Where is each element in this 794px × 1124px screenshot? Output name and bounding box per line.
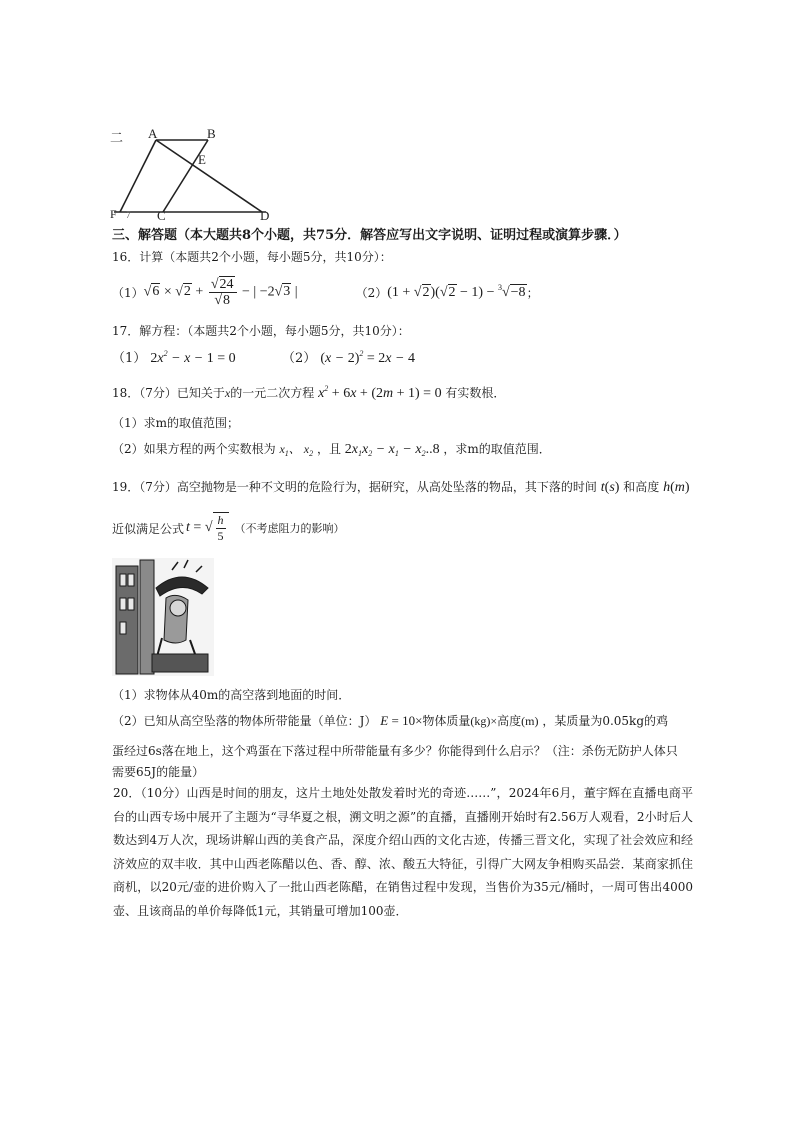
q16-part1-label: （1）	[112, 285, 144, 300]
label-7: 7	[126, 210, 131, 220]
q17-eq1: $2x^2 - x - 1 = 0$	[150, 349, 236, 366]
q19-part2-line1: （2）已知从高空坠落的物体所带能量（单位：J） E = 10×物体质量(kg)×高度(m) ，某质量为0.05kg的鸡	[112, 713, 669, 728]
q19-line1: 19．（7分）高空抛物是一种不文明的危险行为，据研究，从高处坠落的物品，其下落的时间 t(s) 和高度 h(m)	[112, 480, 690, 495]
label-C: C	[157, 208, 166, 220]
label-F: F	[110, 207, 117, 220]
section-title: 三、解答题（本大题共8个小题，共75分．解答应写出文字说明、证明过程或演算步骤．）	[112, 228, 627, 243]
q18-part2: （2）如果方程的两个实数根为 $x_1$、 $x_2$ ，且 $2x_1x_2 - x_1 - x_2..8$ ，求m的取值范围．	[112, 442, 551, 458]
q17-equations	[112, 347, 415, 367]
q16-header: 16．计算（本题共2个小题，每小题5分，共10分）：	[112, 250, 392, 264]
q16-part2-label: （2）	[355, 285, 388, 300]
label-D: D	[260, 208, 270, 220]
q19-part2-line3: 需要65J的能量）	[112, 765, 205, 779]
geometry-figure	[110, 128, 280, 220]
q16-expr1: √6 × √2 + $\frac{√24}{√8}$ − | −2√3 |	[143, 276, 298, 308]
q19-line2: 近似满足公式 t = √ $\frac{h}{5}$ （不考虑阻力的影响）	[112, 513, 345, 543]
q17-header: 17．解方程：（本题共2个小题，每小题5分，共10分）：	[112, 324, 410, 338]
q19-part1: （1）求物体从40m的高空落到地面的时间．	[112, 688, 351, 702]
q17-part2-label: （2）	[281, 351, 317, 366]
q18-header: 18．（7分）已知关于x的一元二次方程 $x^2 + 6x + (2m + 1) = 0$ 有实数根．	[112, 384, 506, 401]
q18-part1: （1）求m的取值范围；	[112, 416, 240, 430]
q20-paragraph: 20．（10分）山西是时间的朋友，这片土地处处散发着时光的奇迹……”，2024年6月，董宇辉在直播电商平台的山西专场中展开了主题为“寻华夏之根，溯文明之源”的直播，直播刚开始时有2.56万人观看，2小时后人数达到4万人次，现场讲解山西的美食产品，深度介绍山西的文化古迹，传播三晋文化，实现了社会效应和经济效应的双丰收．其中山西老陈醋以色、香、醇、浓、酸五大特征，引得广大网友争相购买品尝．某商家抓住商机，以20元/壶的进价购入了一批山西老陈醋，在销售过程中发现，当售价为35元/桶时，一周可售出4000壶、且该商品的单价每降低1元，其销量可增加100壶．	[113, 786, 693, 918]
falling-object-illustration	[112, 558, 214, 676]
label-A: A	[148, 128, 158, 141]
label-dash: 二	[110, 131, 124, 146]
q16-tail: ；	[526, 285, 539, 300]
label-B: B	[207, 128, 216, 141]
q17-eq2: $(x - 2)^2 = 2x - 4$	[320, 349, 415, 366]
q16-expressions	[112, 272, 539, 312]
q16-expr2: (1 + √2)(√2 − 1) − $^3$√−8	[387, 283, 526, 300]
q17-part1-label: （1）	[112, 351, 147, 366]
q19-part2-line2: 蛋经过6s落在地上，这个鸡蛋在下落过程中所带能量有多少？你能得到什么启示？（注：杀伤无防护人体只	[112, 744, 678, 758]
label-E: E	[198, 152, 206, 167]
